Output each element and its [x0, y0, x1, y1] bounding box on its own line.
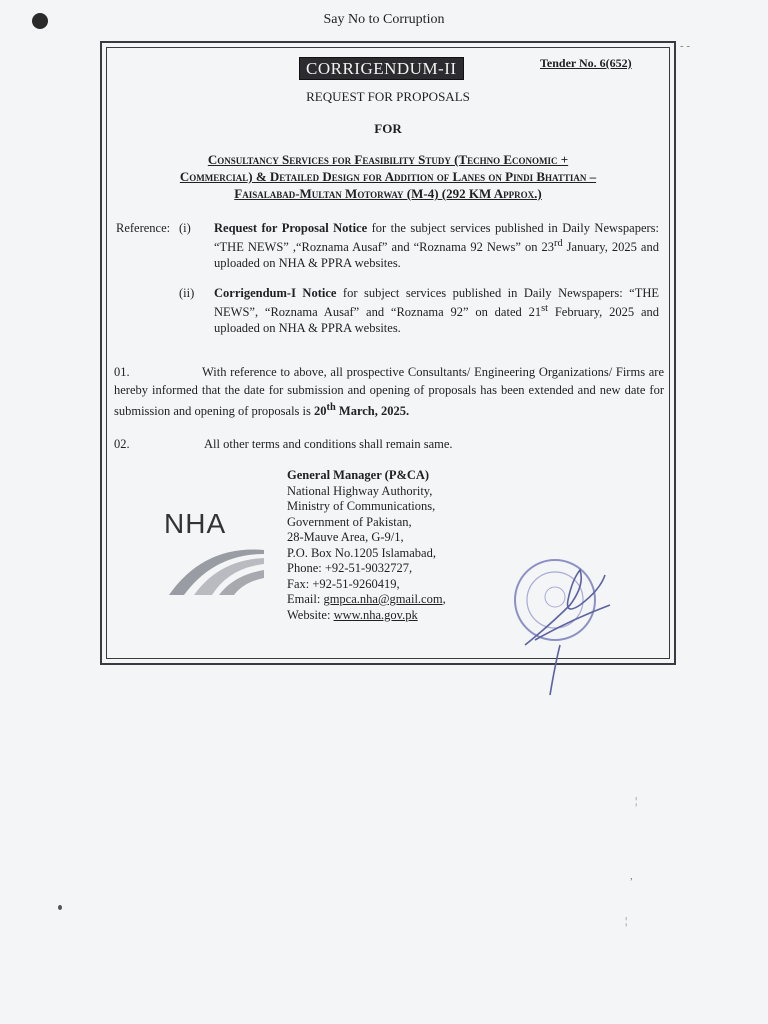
- website-line: Website: www.nha.gov.pk: [287, 607, 418, 622]
- reference-2: [214, 285, 659, 336]
- official-stamp-icon: [510, 545, 620, 700]
- reference-1-text-end: January, 2025 and uploaded on NHA & PPRA websites.: [214, 240, 659, 271]
- scan-mark: ¦: [625, 915, 628, 927]
- address-line: Government of Pakistan,: [287, 514, 412, 529]
- paragraph-02-text: All other terms and conditions shall remain same.: [204, 437, 453, 451]
- address-line: National Highway Authority,: [287, 483, 433, 498]
- notice-frame: [100, 41, 676, 665]
- reference-1-number: (i): [179, 221, 191, 235]
- new-date: 20th March, 2025.: [314, 402, 410, 419]
- email-link[interactable]: gmpca.nha@gmail.com: [323, 592, 443, 606]
- corrigendum-badge: CORRIGENDUM-II: [299, 57, 464, 80]
- reference-2-number: (ii): [179, 286, 195, 300]
- nha-logo: [164, 508, 274, 598]
- nha-road-logo-icon: [164, 540, 274, 600]
- paragraph-01-number: 01.: [114, 365, 130, 379]
- paragraph-02-number: 02.: [114, 437, 130, 451]
- title-line: Consultancy Services for Feasibility Study (Techno Economic +: [207, 152, 569, 167]
- email-line: Email: gmpca.nha@gmail.com,: [287, 592, 446, 606]
- address-line: P.O. Box No.1205 Islamabad,: [287, 545, 436, 560]
- reference-2-title: Corrigendum-I Notice: [214, 286, 337, 300]
- scan-mark: ¦: [635, 795, 638, 807]
- rfp-heading: REQUEST FOR PROPOSALS: [306, 89, 470, 104]
- paragraph-01: [114, 363, 664, 420]
- paragraph-02: [114, 435, 664, 453]
- scan-mark: ,: [630, 870, 633, 882]
- project-title: [118, 151, 658, 202]
- reference-2-sup: st: [541, 303, 549, 314]
- reference-label: Reference:: [116, 221, 171, 235]
- fax-line: Fax: +92-51-9260419,: [287, 576, 400, 591]
- tender-number: Tender No. 6(652): [540, 56, 632, 70]
- address-line: 28-Mauve Area, G-9/1,: [287, 530, 404, 544]
- website-link[interactable]: www.nha.gov.pk: [333, 607, 418, 622]
- address-line: Ministry of Communications,: [287, 499, 436, 513]
- reference-2-text-end: February, 2025 and uploaded on NHA & PPRA websites.: [214, 305, 659, 336]
- reference-2-text: for subject services published in Daily Newspapers: “THE NEWS”, “Roznama Ausaf” and “Roznama 92” on dated 21: [214, 286, 659, 320]
- paragraph-01-text: With reference to above, all prospective Consultants/ Engineering Organizations/ Firms are hereby informed that the date for submission and opening of proposals has been extended and new date for submission and opening of proposals is: [114, 365, 664, 419]
- title-line: Commercial) & Detailed Design for Addition of Lanes on Pindi Bhattian –: [179, 169, 597, 184]
- paper-speck: [58, 905, 62, 910]
- slogan: Say No to Corruption: [323, 12, 445, 27]
- reference-1: [214, 220, 659, 271]
- signature-icon: [525, 570, 610, 695]
- reference-1-title: Request for Proposal Notice: [214, 221, 368, 235]
- for-line: FOR: [374, 121, 402, 136]
- signatory-block: [287, 468, 446, 623]
- reference-1-text: for the subject services published in Daily Newspapers: “THE NEWS” ,“Roznama Ausaf” and “Roznama 92 News” on 23: [214, 221, 659, 255]
- title-line: Faisalabad-Multan Motorway (M-4) (292 KM Approx.): [234, 186, 542, 201]
- phone-line: Phone: +92-51-9032727,: [287, 561, 413, 575]
- nha-logo-text: NHA: [164, 508, 227, 539]
- reference-1-sup: rd: [553, 238, 563, 249]
- signatory-title: General Manager (P&CA): [287, 468, 430, 482]
- scan-mark: - -: [680, 40, 691, 52]
